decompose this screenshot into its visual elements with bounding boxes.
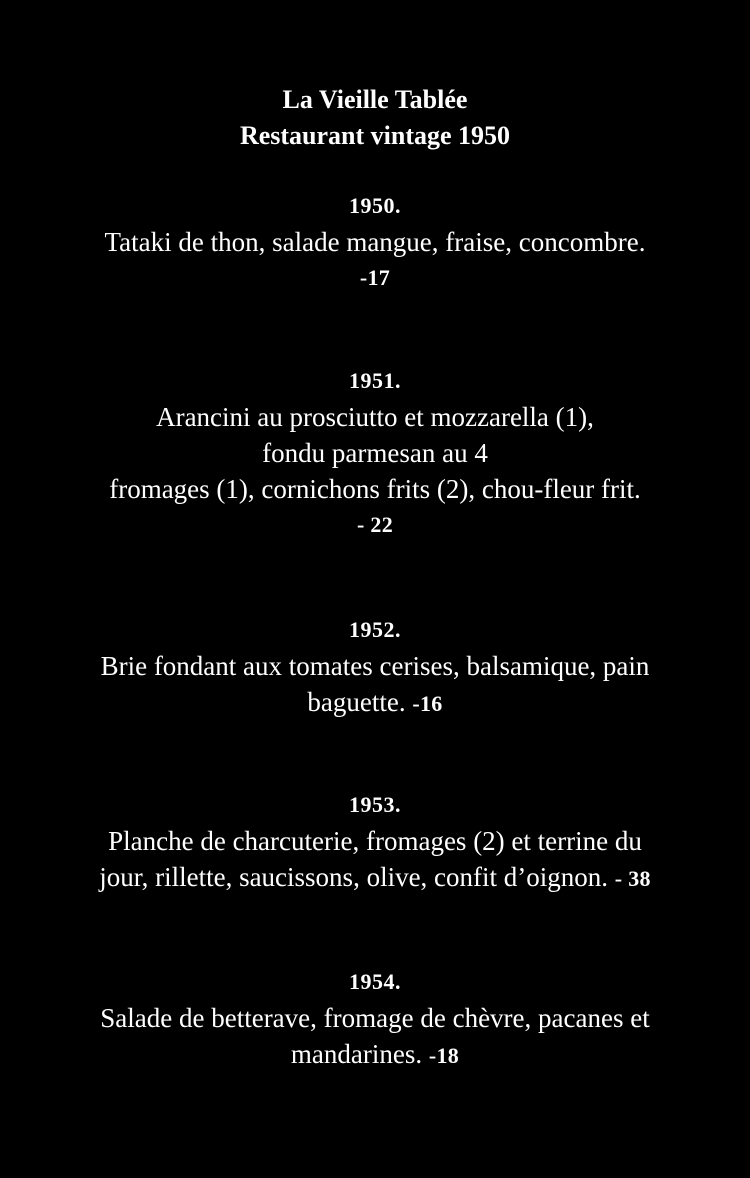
item-description-text: jour, rillette, saucissons, olive, confit d’oignon. [99,862,609,892]
item-number: 1954. [349,969,401,994]
item-description-line [40,684,710,722]
item-description-line: Arancini au prosciutto et mozzarella (1), [156,402,594,432]
menu-item [40,363,710,543]
item-description-line: fromages (1), cornichons frits (2), chou-fleur frit. [109,474,641,504]
menu-item [40,612,710,722]
item-price: -17 [359,265,391,290]
item-price: - 22 [356,512,394,537]
item-description-text: baguette. [307,687,406,717]
menu-item [40,787,710,897]
item-description-line [40,1036,710,1074]
item-description-line: Brie fondant aux tomates cerises, balsamique, pain [100,651,650,681]
item-price: -18 [428,1043,460,1068]
item-description-line: Salade de betterave, fromage de chèvre, pacanes et [100,1003,650,1033]
item-description-text: mandarines. [290,1039,423,1069]
item-price: -16 [412,691,443,716]
menu-item [40,964,710,1074]
item-description: Tataki de thon, salade mangue, fraise, concombre. [104,227,646,257]
restaurant-name: La Vieille Tablée [282,85,468,114]
menu-item [40,188,710,296]
item-price: - 38 [614,866,651,891]
restaurant-subtitle: Restaurant vintage 1950 [239,121,511,150]
item-number: 1950. [349,193,401,218]
menu-header [0,82,750,154]
item-description-line [40,859,710,897]
item-number: 1951. [349,368,401,393]
item-description-line: Planche de charcuterie, fromages (2) et terrine du [108,826,642,856]
item-number: 1953. [349,792,401,817]
item-number: 1952. [349,617,401,642]
item-description-line: fondu parmesan au 4 [262,438,488,468]
